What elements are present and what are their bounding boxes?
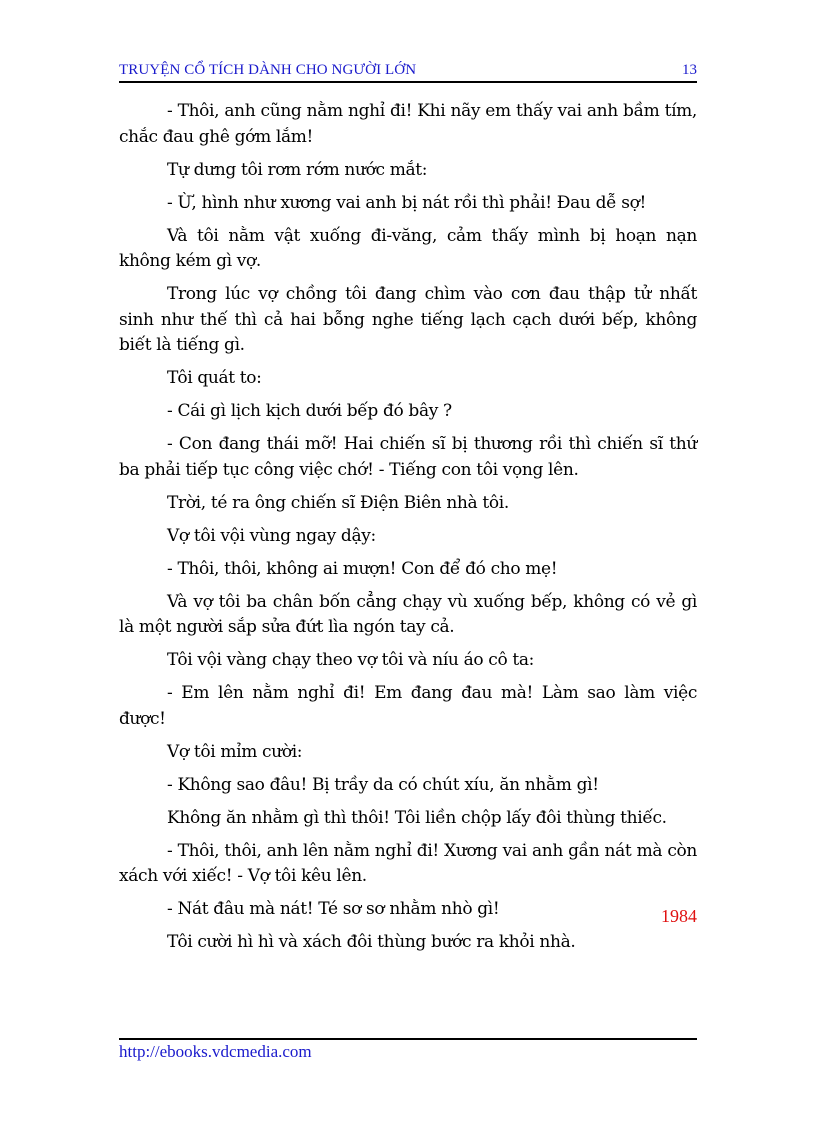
story-body bbox=[119, 99, 697, 963]
book-title: TRUYỆN CỔ TÍCH DÀNH CHO NGƯỜI LỚN bbox=[119, 62, 417, 78]
paragraph: - Không sao đâu! Bị trầy da có chút xíu, ăn nhằm gì! bbox=[167, 774, 599, 795]
paragraph: Và vợ tôi ba chân bốn cẳng chạy vù xuống bếp, không có vẻ gì là một người sắp sửa đứt lìa ngón tay cả. bbox=[119, 591, 697, 637]
header-divider bbox=[119, 81, 697, 83]
paragraph: Không ăn nhằm gì thì thôi! Tôi liền chộp lấy đôi thùng thiếc. bbox=[167, 807, 667, 828]
paragraph: Trời, té ra ông chiến sĩ Điện Biên nhà tôi. bbox=[167, 492, 509, 513]
paragraph: - Ừ, hình như xương vai anh bị nát rồi thì phải! Đau dễ sợ! bbox=[167, 192, 647, 213]
paragraph: Vợ tôi mỉm cười: bbox=[167, 741, 303, 762]
story-year: 1984 bbox=[661, 906, 697, 926]
paragraph: Tôi quát to: bbox=[167, 368, 262, 388]
paragraph: - Thôi, anh cũng nằm nghỉ đi! Khi nãy em thấy vai anh bầm tím, chắc đau ghê gớm lắm! bbox=[119, 101, 697, 147]
paragraph: - Thôi, thôi, không ai mượn! Con để đó cho mẹ! bbox=[167, 558, 558, 579]
page-number: 13 bbox=[682, 62, 697, 78]
paragraph: - Con đang thái mỡ! Hai chiến sĩ bị thương rồi thì chiến sĩ thứ ba phải tiếp tục công việc chớ! - Tiếng con tôi vọng lên. bbox=[119, 434, 697, 480]
paragraph: - Nát đâu mà nát! Té sơ sơ nhằm nhò gì! bbox=[167, 899, 500, 919]
source-link[interactable]: http://ebooks.vdcmedia.com bbox=[119, 1042, 312, 1061]
paragraph: Và tôi nằm vật xuống đi-văng, cảm thấy mình bị hoạn nạn không kém gì vợ. bbox=[119, 225, 697, 271]
paragraph: - Cái gì lịch kịch dưới bếp đó bây ? bbox=[167, 401, 452, 421]
paragraph: - Em lên nằm nghỉ đi! Em đang đau mà! Làm sao làm việc được! bbox=[119, 683, 697, 729]
footer-divider bbox=[119, 1038, 697, 1040]
page-header bbox=[119, 62, 697, 80]
paragraph: - Thôi, thôi, anh lên nằm nghỉ đi! Xương vai anh gần nát mà còn xách với xiếc! - Vợ tôi kêu lên. bbox=[119, 840, 697, 886]
paragraph: Tôi cười hì hì và xách đôi thùng bước ra khỏi nhà. bbox=[167, 932, 576, 952]
paragraph: Tôi vội vàng chạy theo vợ tôi và níu áo cô ta: bbox=[167, 650, 535, 670]
paragraph: Vợ tôi vội vùng ngay dậy: bbox=[167, 525, 376, 546]
paragraph: Tự dưng tôi rơm rớm nước mắt: bbox=[167, 159, 428, 180]
paragraph: Trong lúc vợ chồng tôi đang chìm vào cơn đau thập tử nhất sinh như thế thì cả hai bỗng nghe tiếng lạch cạch dưới bếp, không biết là tiếng gì. bbox=[119, 284, 697, 355]
